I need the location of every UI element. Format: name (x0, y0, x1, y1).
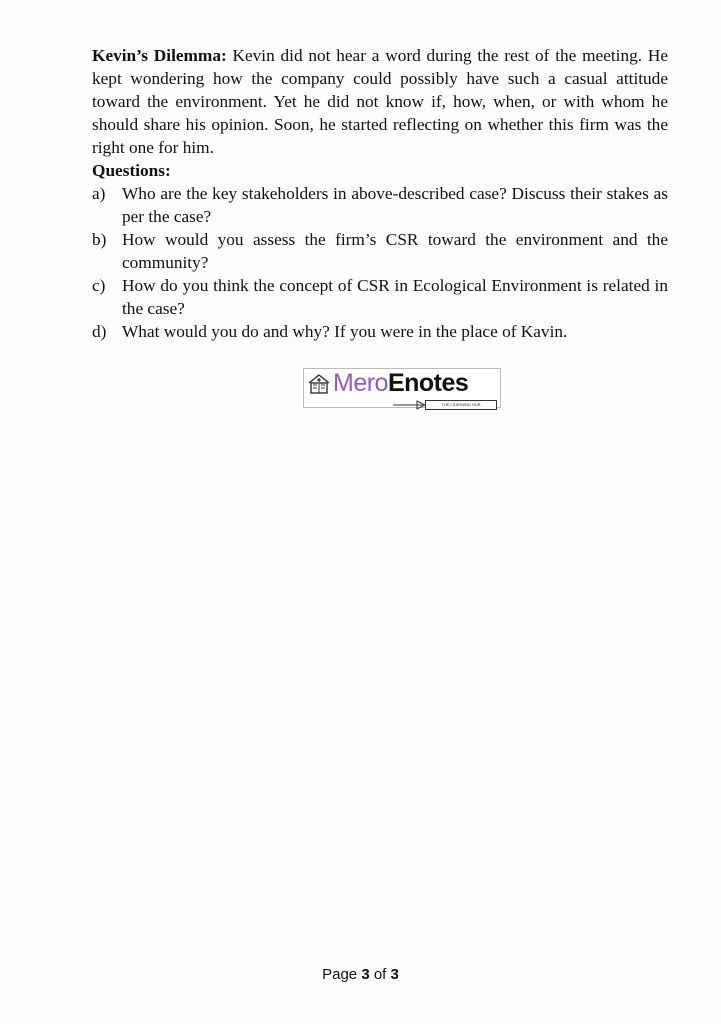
book-house-icon (307, 372, 331, 396)
page-footer (0, 966, 721, 983)
question-item-d (92, 320, 668, 343)
dilemma-paragraph (92, 44, 668, 159)
question-text: How would you assess the firm’s CSR toward the environment and the community? (122, 230, 668, 272)
footer-total-pages: 3 (390, 966, 399, 983)
footer-page-word: Page (322, 966, 358, 983)
question-marker: a) (92, 184, 106, 203)
pencil-icon (393, 400, 425, 410)
question-text: How do you think the concept of CSR in Ecological Environment is related in the case? (122, 276, 668, 318)
page-content (92, 44, 668, 343)
meroenotes-logo (303, 364, 503, 412)
question-item-c (92, 274, 668, 320)
logo-tagline: THE LEARNING HUB (425, 400, 497, 410)
logo-word-mero: Mero (333, 369, 388, 397)
questions-heading: Questions: (92, 161, 171, 180)
footer-current-page: 3 (361, 966, 370, 983)
footer-of-word: of (373, 966, 387, 983)
question-item-b (92, 228, 668, 274)
question-marker: b) (92, 230, 107, 249)
question-item-a (92, 182, 668, 228)
dilemma-heading: Kevin’s Dilemma: (92, 46, 227, 65)
logo-word-enotes: Enotes (387, 369, 469, 397)
question-text: Who are the key stakeholders in above-described case? Discuss their stakes as per the case? (122, 184, 668, 226)
logo-wordmark (333, 369, 468, 397)
dilemma-text: Kevin did not hear a word during the rest of the meeting. He kept wondering how the company could possibly have such a casual attitude toward the environment. Yet he did not know if, how, when, or with whom he should share his opinion. Soon, he started reflecting on whether this firm was the right one for him. (92, 46, 669, 157)
question-text: What would you do and why? If you were in the place of Kavin. (122, 322, 568, 341)
questions-list (92, 182, 668, 343)
question-marker: c) (92, 276, 106, 295)
question-marker: d) (92, 322, 107, 341)
